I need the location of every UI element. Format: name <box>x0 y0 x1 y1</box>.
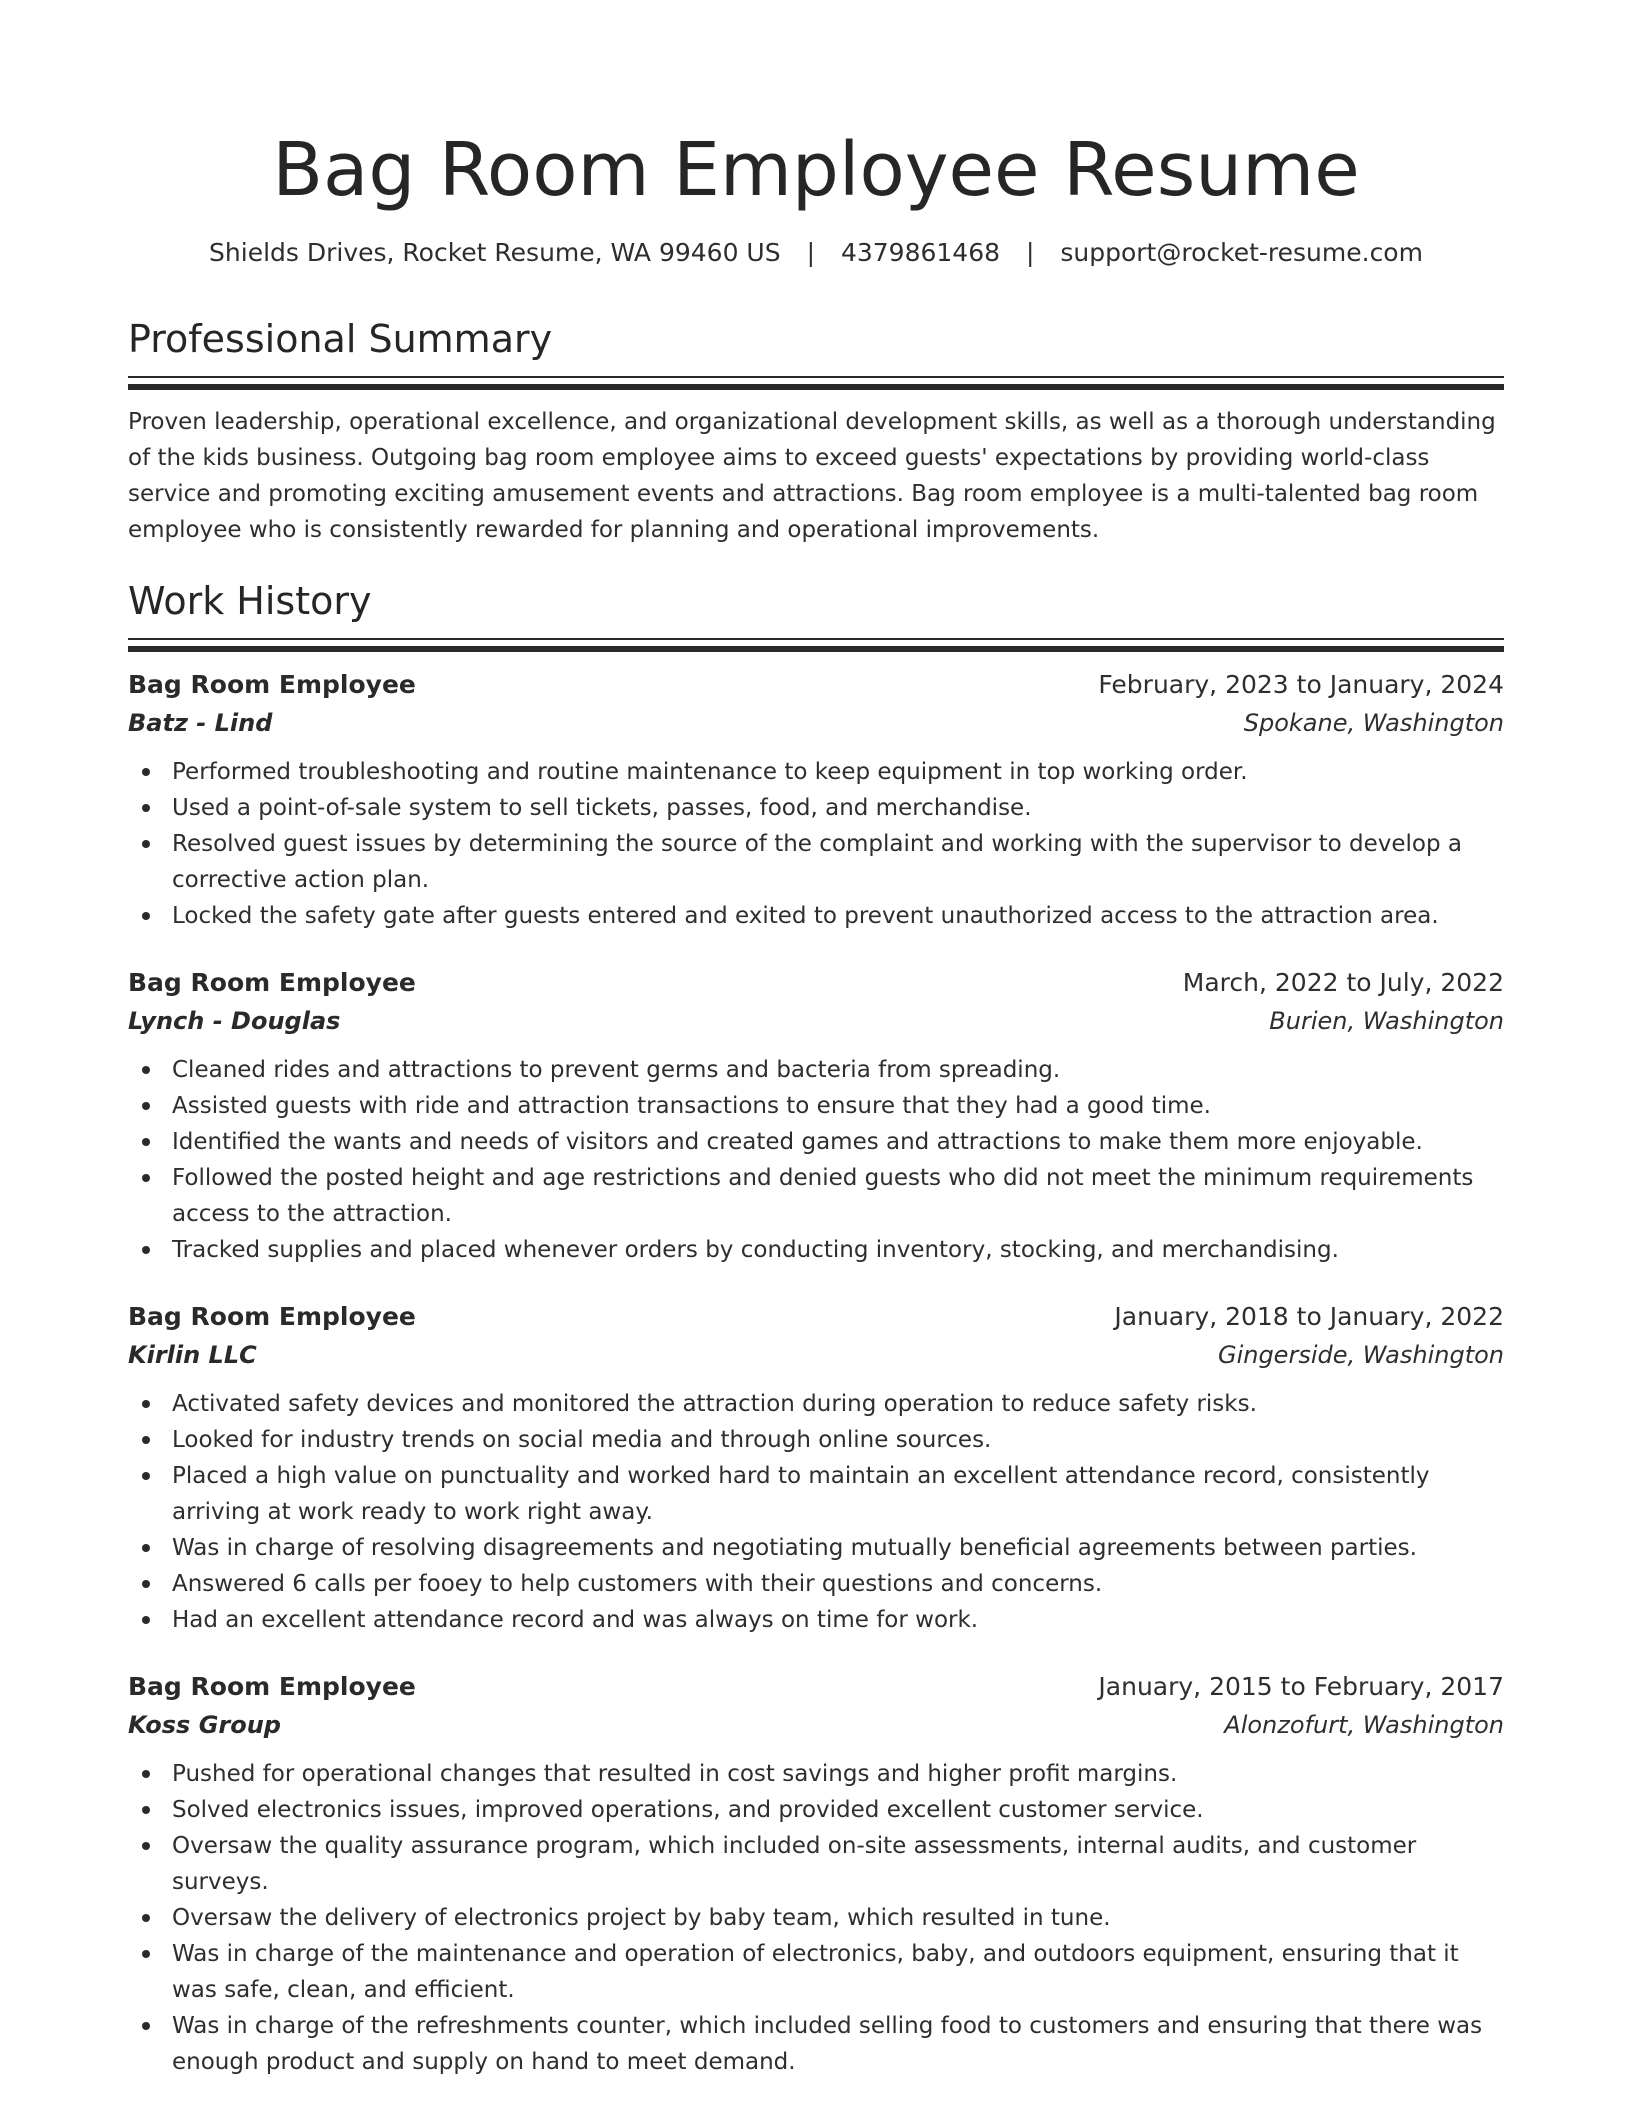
job-bullet: Identified the wants and needs of visitors and created games and attractions to make them more enjoyable. <box>172 1124 1504 1160</box>
job-dates: March, 2022 to July, 2022 <box>1182 968 1504 997</box>
contact-email: support@rocket-resume.com <box>1060 238 1423 267</box>
job-bullet: Was in charge of the maintenance and operation of electronics, baby, and outdoors equipment, ensuring that it was safe, clean, and efficient. <box>172 1936 1504 2008</box>
job-bullets <box>128 754 1504 934</box>
job-bullet: Looked for industry trends on social media and through online sources. <box>172 1422 1504 1458</box>
job-title: Bag Room Employee <box>128 1672 416 1701</box>
section-divider <box>128 376 1504 390</box>
professional-summary-section <box>128 314 1504 548</box>
job-location: Spokane, Washington <box>1243 709 1504 737</box>
section-divider <box>128 638 1504 652</box>
contact-phone: 4379861468 <box>840 238 1001 267</box>
job-bullet: Oversaw the delivery of electronics project by baby team, which resulted in tune. <box>172 1900 1504 1936</box>
contact-separator: | <box>1025 238 1035 267</box>
job-company: Koss Group <box>128 1711 281 1739</box>
job-location: Alonzofurt, Washington <box>1224 1711 1504 1739</box>
job-bullet: Pushed for operational changes that resulted in cost savings and higher profit margins. <box>172 1756 1504 1792</box>
job-bullet: Performed troubleshooting and routine maintenance to keep equipment in top working order. <box>172 754 1504 790</box>
section-heading-summary: Professional Summary <box>128 317 553 361</box>
job-entry <box>128 964 1504 1268</box>
job-company-row <box>128 704 1504 742</box>
job-header-row <box>128 1298 1504 1336</box>
summary-text: Proven leadership, operational excellence, and organizational development skills, as well as a thorough understanding of the kids business. Outgoing bag room employee aims to exceed guests' expectations by providing world-class service and promoting exciting amusement events and attractions. Bag room employee is a multi-talented bag room employee who is consistently rewarded for planning and operational improvements. <box>128 409 1496 543</box>
job-location: Gingerside, Washington <box>1217 1341 1504 1369</box>
section-heading-work-history: Work History <box>128 579 372 623</box>
job-company-row <box>128 1706 1504 1744</box>
contact-address: Shields Drives, Rocket Resume, WA 99460 US <box>209 238 781 267</box>
job-bullet: Was in charge of the refreshments counter, which included selling food to customers and ensuring that there was enough product and supply on hand to meet demand. <box>172 2008 1504 2080</box>
job-company: Batz - Lind <box>128 709 273 737</box>
job-header-row <box>128 1668 1504 1706</box>
job-header-row <box>128 666 1504 704</box>
job-bullet: Was in charge of resolving disagreements and negotiating mutually beneficial agreements between parties. <box>172 1530 1504 1566</box>
job-bullet: Used a point-of-sale system to sell tickets, passes, food, and merchandise. <box>172 790 1504 826</box>
job-company: Lynch - Douglas <box>128 1007 341 1035</box>
resume-title: Bag Room Employee Resume <box>272 127 1360 213</box>
job-bullet: Followed the posted height and age restrictions and denied guests who did not meet the minimum requirements access to the attraction. <box>172 1160 1504 1232</box>
job-bullet: Placed a high value on punctuality and worked hard to maintain an excellent attendance record, consistently arriving at work ready to work right away. <box>172 1458 1504 1530</box>
job-bullets <box>128 1386 1504 1638</box>
job-header-row <box>128 964 1504 1002</box>
contact-line <box>128 236 1504 270</box>
job-bullet: Resolved guest issues by determining the source of the complaint and working with the supervisor to develop a corrective action plan. <box>172 826 1504 898</box>
job-entry <box>128 666 1504 934</box>
job-bullet: Answered 6 calls per fooey to help customers with their questions and concerns. <box>172 1566 1504 1602</box>
job-bullet: Activated safety devices and monitored the attraction during operation to reduce safety risks. <box>172 1386 1504 1422</box>
contact-separator: | <box>806 238 815 267</box>
job-company-row <box>128 1002 1504 1040</box>
job-bullet: Oversaw the quality assurance program, which included on-site assessments, internal audits, and customer surveys. <box>172 1828 1504 1900</box>
job-title: Bag Room Employee <box>128 670 416 699</box>
job-bullets <box>128 1756 1504 2080</box>
job-bullets <box>128 1052 1504 1268</box>
job-company-row <box>128 1336 1504 1374</box>
job-bullet: Solved electronics issues, improved operations, and provided excellent customer service. <box>172 1792 1504 1828</box>
job-dates: January, 2018 to January, 2022 <box>1114 1302 1504 1331</box>
job-entry <box>128 1298 1504 1638</box>
job-bullet: Assisted guests with ride and attraction transactions to ensure that they had a good time. <box>172 1088 1504 1124</box>
job-bullet: Cleaned rides and attractions to prevent germs and bacteria from spreading. <box>172 1052 1504 1088</box>
job-entry <box>128 1668 1504 2080</box>
job-bullet: Locked the safety gate after guests entered and exited to prevent unauthorized access to the attraction area. <box>172 898 1504 934</box>
job-location: Burien, Washington <box>1269 1007 1504 1035</box>
job-dates: January, 2015 to February, 2017 <box>1098 1672 1504 1701</box>
job-bullet: Had an excellent attendance record and was always on time for work. <box>172 1602 1504 1638</box>
work-history-section <box>128 576 1504 2080</box>
job-company: Kirlin LLC <box>128 1341 257 1369</box>
job-title: Bag Room Employee <box>128 1302 416 1331</box>
job-bullet: Tracked supplies and placed whenever orders by conducting inventory, stocking, and merchandising. <box>172 1232 1504 1268</box>
job-dates: February, 2023 to January, 2024 <box>1098 670 1504 699</box>
job-title: Bag Room Employee <box>128 968 416 997</box>
